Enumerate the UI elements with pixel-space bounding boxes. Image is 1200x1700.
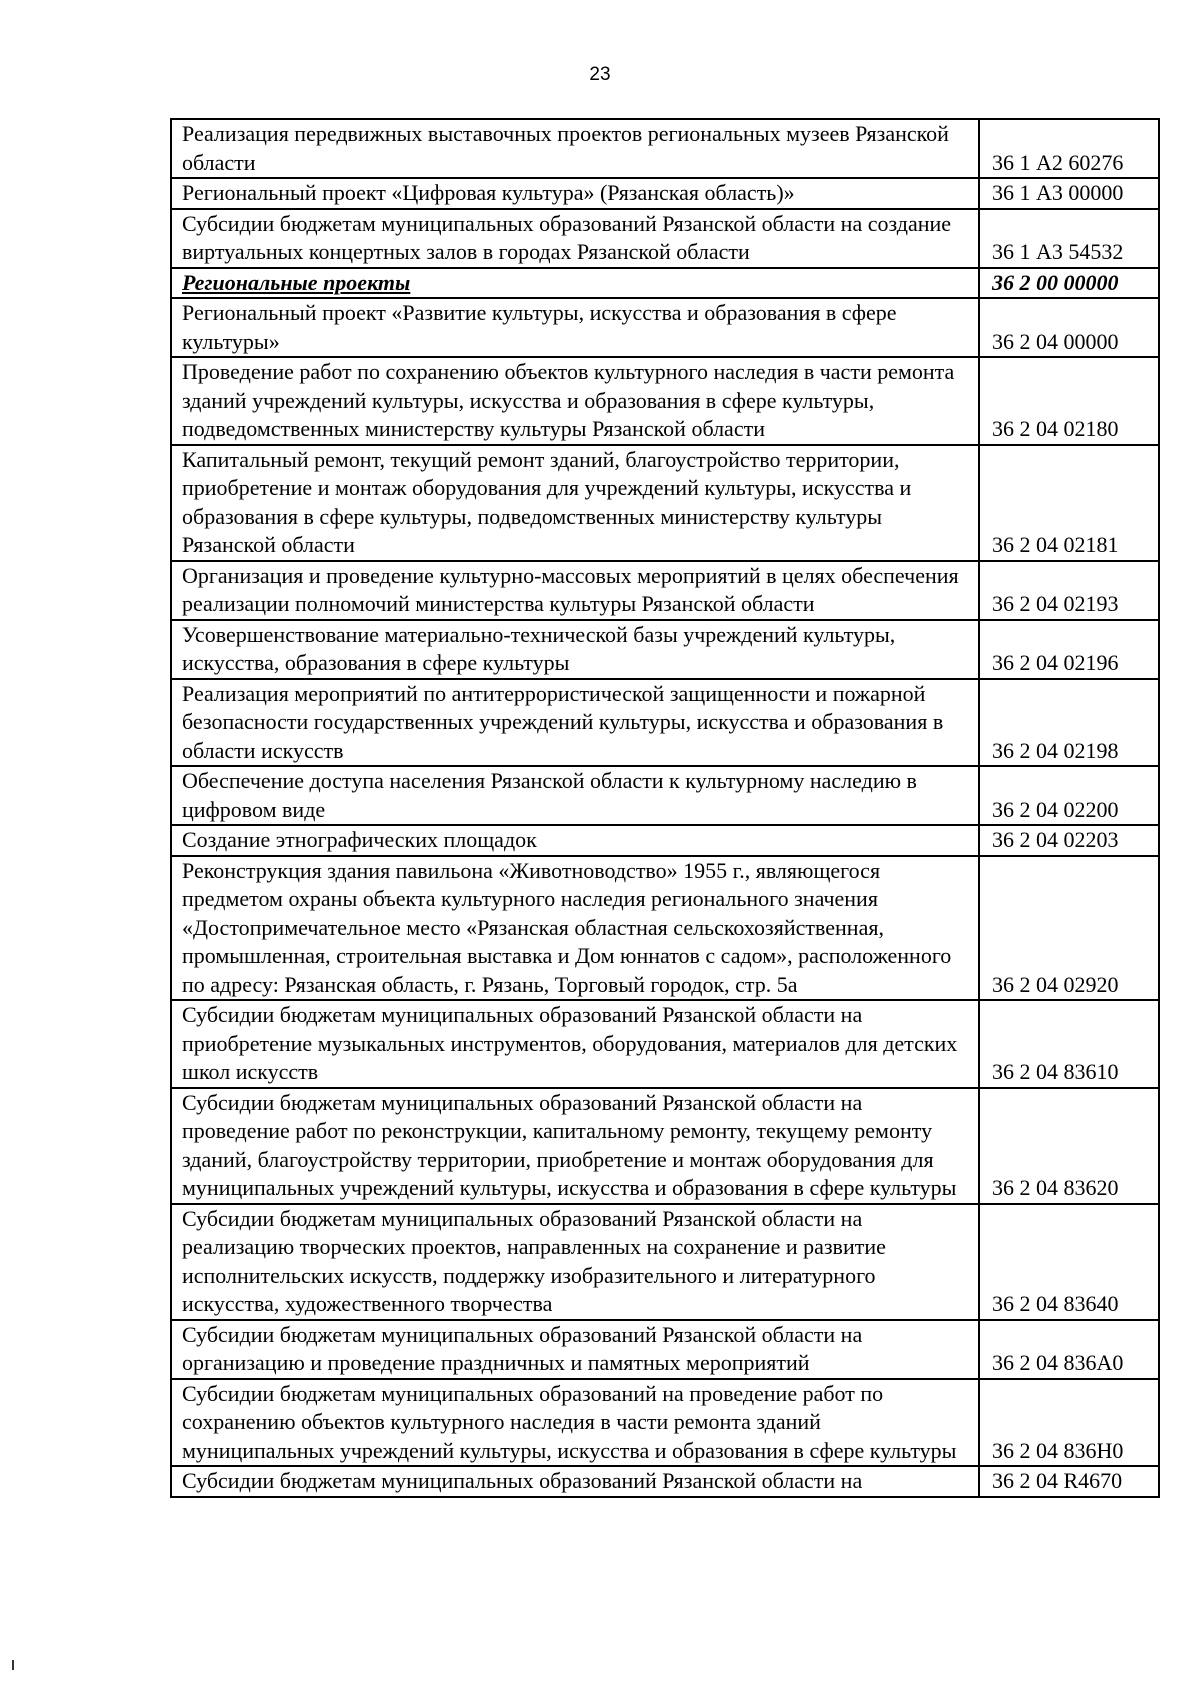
row-description-text: Субсидии бюджетам муниципальных образований на проведение работ по сохранению объектов культурного наследия в части ремонта зданий муниципальных учреждений культуры, искусства и образования в сфере культуры (182, 1380, 957, 1463)
table-row (171, 268, 1159, 299)
row-code: 36 1 А3 54532 (979, 209, 1159, 268)
row-description-text: Субсидии бюджетам муниципальных образований Рязанской области на (182, 1468, 863, 1493)
row-description (171, 1204, 979, 1320)
row-description (171, 1000, 979, 1088)
row-code: 36 2 04 02196 (979, 620, 1159, 679)
row-code: 36 2 04 02181 (979, 445, 1159, 561)
table-row (171, 1466, 1159, 1497)
row-description (171, 268, 979, 299)
row-code: 36 2 04 83620 (979, 1088, 1159, 1204)
row-description (171, 298, 979, 357)
row-description (171, 209, 979, 268)
table-row (171, 178, 1159, 209)
row-description-text: Капитальный ремонт, текущий ремонт зданий, благоустройство территории, приобретение и монтаж оборудования для учреждений культуры, искусства и образования в сфере культуры, подведомственных министерству культуры Рязанской области (182, 446, 912, 557)
row-code: 36 2 00 00000 (979, 268, 1159, 299)
row-code: 36 1 А3 00000 (979, 178, 1159, 209)
table-row (171, 1000, 1159, 1088)
row-description-text: Субсидии бюджетам муниципальных образований Рязанской области на организацию и проведение праздничных и памятных мероприятий (182, 1321, 863, 1375)
table-row (171, 766, 1159, 825)
row-description (171, 1379, 979, 1467)
table-row (171, 357, 1159, 445)
row-description-text: Региональный проект «Цифровая культура» (Рязанская область)» (182, 180, 795, 205)
row-code: 36 2 04 02180 (979, 357, 1159, 445)
table-body (171, 119, 1159, 1497)
row-code: 36 2 04 00000 (979, 298, 1159, 357)
row-description-text: Реконструкция здания павильона «Животноводство» 1955 г., являющегося предметом охраны объекта культурного наследия регионального значения «Достопримечательное место «Рязанская областная сельскохозяйственная, промышленная, строительная выставка и Дом юннатов с садом», расположенного по адресу: Рязанская область, г. Рязань, Торговый городок, стр. 5а (182, 857, 952, 997)
table-row (171, 1379, 1159, 1467)
row-code: 36 2 04 R4670 (979, 1466, 1159, 1497)
row-description (171, 1466, 979, 1497)
row-description-text: Реализация мероприятий по антитеррористической защищенности и пожарной безопасности государственных учреждений культуры, искусства и образования в области искусств (182, 680, 944, 763)
row-code: 36 2 04 83640 (979, 1204, 1159, 1320)
margin-mark (12, 1660, 14, 1670)
table-row (171, 825, 1159, 856)
row-description (171, 119, 979, 178)
table-row (171, 298, 1159, 357)
table-row (171, 856, 1159, 1001)
row-description (171, 825, 979, 856)
table-row (171, 679, 1159, 767)
table-row (171, 119, 1159, 178)
row-description (171, 561, 979, 620)
page-number: 23 (589, 64, 611, 85)
row-description (171, 178, 979, 209)
row-description (171, 445, 979, 561)
row-code: 36 2 04 02203 (979, 825, 1159, 856)
row-code: 36 2 04 02198 (979, 679, 1159, 767)
row-description (171, 357, 979, 445)
row-description-text: Субсидии бюджетам муниципальных образований Рязанской области на приобретение музыкальных инструментов, оборудования, материалов для детских школ искусств (182, 1002, 958, 1084)
table-row (171, 620, 1159, 679)
row-description-text: Обеспечение доступа населения Рязанской области к культурному наследию в цифровом виде (182, 768, 917, 822)
row-code: 36 2 04 836Н0 (979, 1379, 1159, 1467)
row-description (171, 620, 979, 679)
table-row (171, 561, 1159, 620)
row-description-text: Организация и проведение культурно-массовых мероприятий в целях обеспечения реализации полномочий министерства культуры Рязанской области (182, 562, 959, 616)
row-description-text: Субсидии бюджетам муниципальных образований Рязанской области на проведение работ по реконструкции, капитальному ремонту, текущему ремонту зданий, благоустройству территории, приобретение и монтаж оборудования для муниципальных учреждений культуры, искусства и образования в сфере культуры (182, 1089, 957, 1200)
row-code: 36 1 А2 60276 (979, 119, 1159, 178)
row-description (171, 856, 979, 1001)
budget-code-table (170, 118, 1160, 1498)
table-row (171, 1088, 1159, 1204)
row-code: 36 2 04 02200 (979, 766, 1159, 825)
row-description (171, 1320, 979, 1379)
row-description-text: Субсидии бюджетам муниципальных образований Рязанской области на реализацию творческих проектов, направленных на сохранение и развитие исполнительских искусств, поддержку изобразительного и литературного искусства, художественного творчества (182, 1205, 886, 1316)
row-code: 36 2 04 83610 (979, 1000, 1159, 1088)
row-description-text: Реализация передвижных выставочных проектов региональных музеев Рязанской области (182, 121, 949, 175)
row-description-text: Усовершенствование материально-технической базы учреждений культуры, искусства, образования в сфере культуры (182, 621, 896, 675)
table-row (171, 445, 1159, 561)
row-description-text: Региональные проекты (182, 269, 411, 295)
row-description-text: Создание этнографических площадок (182, 827, 537, 852)
row-code: 36 2 04 836А0 (979, 1320, 1159, 1379)
row-code: 36 2 04 02193 (979, 561, 1159, 620)
row-description-text: Проведение работ по сохранению объектов культурного наследия в части ремонта зданий учреждений культуры, искусства и образования в сфере культуры, подведомственных министерству культуры Рязанской области (182, 359, 955, 441)
row-description-text: Субсидии бюджетам муниципальных образований Рязанской области на создание виртуальных концертных залов в городах Рязанской области (182, 210, 952, 264)
row-description (171, 1088, 979, 1204)
row-description-text: Региональный проект «Развитие культуры, искусства и образования в сфере культуры» (182, 300, 897, 354)
row-description (171, 679, 979, 767)
table-row (171, 1204, 1159, 1320)
row-code: 36 2 04 02920 (979, 856, 1159, 1001)
row-description (171, 766, 979, 825)
table-row (171, 1320, 1159, 1379)
table-row (171, 209, 1159, 268)
